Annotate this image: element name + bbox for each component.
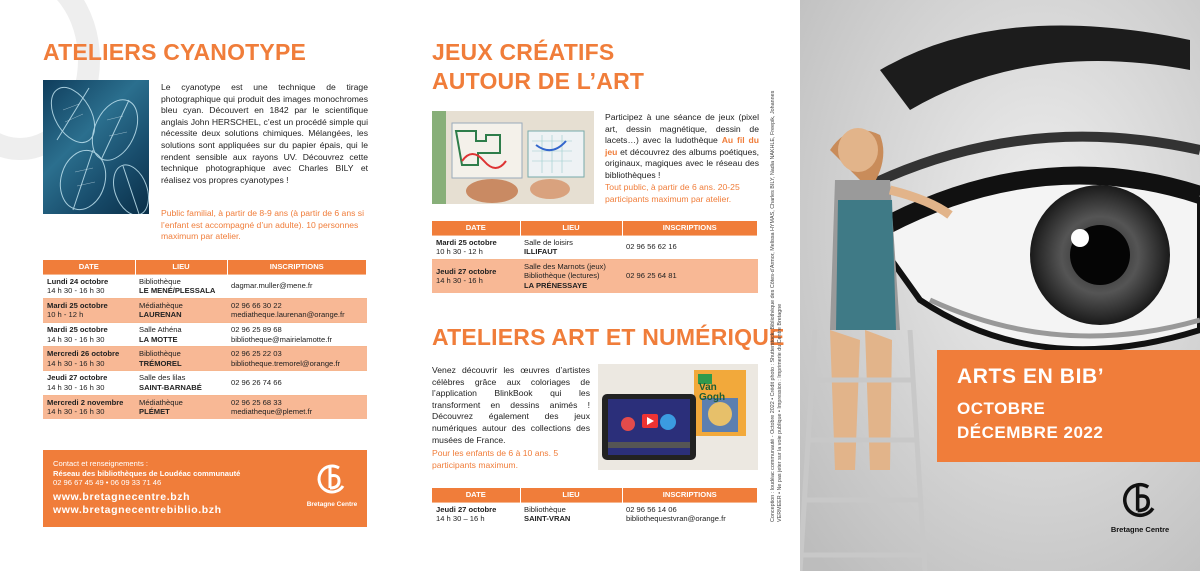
network-name: Réseau des bibliothèques de Loudéac communauté — [53, 468, 241, 478]
header-place: LIEU — [520, 488, 622, 502]
date-cell — [43, 371, 135, 395]
date-cell — [43, 347, 135, 371]
registration-cell-line: 02 96 56 62 16 — [626, 242, 677, 252]
cover-title-banner — [937, 350, 1200, 462]
logo-text: Bretagne Centre — [306, 501, 358, 508]
registration-cell-line: bibliotheque.tremorel@orange.fr — [231, 358, 341, 368]
numerique-title: ATELIERS ART ET NUMÉRIQUE — [432, 324, 785, 350]
registration-cell-line: 02 96 26 74 66 — [231, 378, 282, 388]
numerique-tablet-photo — [598, 364, 758, 470]
bretagne-centre-logo — [305, 462, 359, 518]
date-cell-line: Mardi 25 octobre — [47, 324, 108, 334]
numerique-schedule-table — [432, 488, 758, 526]
place-cell-line: Médiathèque — [139, 300, 183, 310]
registration-cell-line: mediatheque@plemet.fr — [231, 407, 313, 417]
place-cell — [135, 322, 227, 346]
place-cell-line: LA PRÉNESSAYE — [524, 280, 588, 290]
contact-footer — [43, 450, 367, 527]
place-cell-line: Bibliothèque — [139, 276, 181, 286]
cyanotype-schedule-table — [43, 260, 367, 419]
book-label-2: Gogh — [699, 392, 726, 403]
registration-cell — [622, 502, 758, 526]
cyanotype-audience-note: Public familial, à partir de 8-9 ans (à partir de 6 ans si l’enfant est accompagné d’un adulte). 10 personnes maximum par atelier. — [161, 208, 365, 242]
date-cell-line: Mardi 25 octobre — [47, 300, 108, 310]
registration-cell-line: 02 96 25 64 81 — [626, 271, 677, 281]
header-place: LIEU — [135, 260, 227, 274]
place-cell-line: Salle Athéna — [139, 324, 182, 334]
place-cell-line: SAINT-VRAN — [524, 514, 571, 524]
table-row — [43, 395, 367, 419]
registration-cell — [227, 322, 367, 346]
credits-text: Conception : loudéac communauté - Octobre 2022 • Crédit photo : Shutterstock, Bibliothèque des Côtes-d’Armor, Melissa HYMAS, Charles BILY, Nadia NAKHLE, Freepik, Johannes VERMEER • Ne pas jeter sur la voie publique • Impression : Imprimerie du Centre Bretagne — [770, 90, 783, 522]
date-cell — [43, 395, 135, 419]
registration-cell — [227, 371, 367, 395]
registration-cell-line: mediatheque.laurenan@orange.fr — [231, 310, 345, 320]
table-row — [43, 274, 367, 298]
place-cell-line: Salle de loisirs — [524, 237, 573, 247]
registration-cell-line: 02 96 25 68 33 — [231, 397, 282, 407]
date-cell — [432, 502, 520, 526]
place-cell-line: LE MENÉ/PLESSALA — [139, 286, 216, 296]
header-place: LIEU — [520, 221, 622, 235]
place-cell — [135, 395, 227, 419]
jeux-audience-note: Tout public, à partir de 6 ans. 20-25 participants maximum par atelier. — [605, 182, 740, 204]
jeux-partner-name: Au fil du jeu — [605, 135, 759, 157]
registration-cell-line: 02 96 66 30 22 — [231, 300, 282, 310]
registration-cell — [227, 274, 367, 298]
jeux-title-line1: JEUX CRÉATIFS — [432, 39, 615, 65]
date-cell-line: 14 h 30 - 16 h 30 — [47, 334, 105, 344]
place-cell-line: Bibliothèque — [524, 504, 566, 514]
place-cell-line: TRÉMOREL — [139, 358, 182, 368]
cover-logo-icon — [1120, 480, 1160, 520]
place-cell-line: Bibliothèque — [139, 349, 181, 359]
place-cell-line: LAURENAN — [139, 310, 182, 320]
place-cell-line: PLÉMET — [139, 407, 170, 417]
date-cell-line: 14 h 30 - 16 h 30 — [47, 382, 105, 392]
date-cell-line: Jeudi 27 octobre — [436, 504, 497, 514]
contact-label: Contact et renseignements : — [53, 459, 148, 468]
website-link-1[interactable]: www.bretagnecentre.bzh — [53, 490, 191, 503]
date-cell-line: Mercredi 26 octobre — [47, 349, 120, 359]
bretagne-centre-logo-icon — [315, 462, 349, 496]
place-cell-line: Médiathèque — [139, 397, 183, 407]
table-row — [432, 502, 758, 526]
cyanotype-leaves-photo — [43, 80, 149, 214]
header-registration: INSCRIPTIONS — [227, 260, 367, 274]
table-row — [43, 298, 367, 322]
date-cell-line: Jeudi 27 octobre — [436, 266, 497, 276]
book-label-1: Van — [699, 382, 717, 393]
jeux-title-line2: AUTOUR DE L’ART — [432, 68, 645, 94]
date-cell-line: 14 h 30 - 16 h 30 — [47, 407, 105, 417]
jeux-desc-b: et découvrez des albums poétiques, originaux, magiques avec le réseau des bibliothèques ! — [605, 146, 759, 180]
date-cell-line: 14 h 30 - 16 h — [436, 276, 483, 286]
registration-cell — [227, 298, 367, 322]
date-cell-line: 10 h 30 - 12 h — [436, 247, 483, 257]
numerique-audience-note: Pour les enfants de 6 à 10 ans. 5 participants maximum. — [432, 448, 559, 470]
place-cell-line: ILLIFAUT — [524, 247, 558, 257]
date-cell-line: 14 h 30 - 16 h 30 — [47, 358, 105, 368]
header-date: DATE — [432, 488, 520, 502]
date-cell — [43, 274, 135, 298]
registration-cell — [227, 347, 367, 371]
book-title-van-gogh — [699, 383, 725, 403]
cover-logo-text: Bretagne Centre — [1110, 525, 1170, 534]
website-link-2[interactable]: www.bretagnecentrebiblio.bzh — [53, 503, 222, 516]
date-cell-line: Lundi 24 octobre — [47, 276, 109, 286]
table-row — [43, 347, 367, 371]
registration-cell-line: dagmar.muller@mene.fr — [231, 281, 313, 291]
date-cell — [43, 298, 135, 322]
header-date: DATE — [43, 260, 135, 274]
header-registration: INSCRIPTIONS — [622, 221, 758, 235]
jeux-desc-a: Participez à une séance de jeux (pixel art, dessin magnétique, dessin de lacets…) avec la ludothèque — [605, 112, 759, 146]
place-cell — [135, 371, 227, 395]
place-cell-line: Salle des lilas — [139, 373, 186, 383]
cover-title: ARTS EN BIB’ — [957, 365, 1105, 388]
registration-cell-line: 02 96 25 89 68 — [231, 324, 282, 334]
cover-dates-line1: OCTOBRE — [957, 399, 1046, 418]
numerique-description: Venez découvrir les œuvres d’artistes célèbres grâce aux coloriages de l’application BlinkBook qui les transforment en dessins animés ! Découvrez également des jeux numériques autour des collections des musées de France. — [432, 365, 590, 445]
place-cell-line: Bibliothèque (lectures) — [524, 271, 600, 281]
cyanotype-description: Le cyanotype est une technique de tirage photographique qui produit des images monochromes bleu cyan. Découvert en 1842 par le scientifique anglais John HERSCHEL, c’est un procédé simple qui nécessite deux solutions chimiques. Mélangées, les solutions sont appliquées sur du papier épais, qui le rendent sensible aux rayons UV. Découvrez cette technique photographique avec Charles BILY et réalisez vos propres cyanotypes ! — [161, 82, 368, 185]
registration-cell-line: bibliotheque@mairielamotte.fr — [231, 334, 332, 344]
registration-cell-line: 02 96 25 22 03 — [231, 349, 282, 359]
place-cell-line: Salle des Marnots (jeux) — [524, 261, 606, 271]
place-cell — [135, 298, 227, 322]
cover-dates-line2: DÉCEMBRE 2022 — [957, 423, 1104, 442]
table-row — [43, 371, 367, 395]
place-cell — [135, 347, 227, 371]
header-registration: INSCRIPTIONS — [622, 488, 758, 502]
registration-cell — [227, 395, 367, 419]
table-row — [43, 322, 367, 346]
date-cell-line: 14 h 30 - 16 h 30 — [47, 286, 105, 296]
place-cell-line: SAINT-BARNABÉ — [139, 382, 202, 392]
date-cell-line: Mardi 25 octobre — [436, 237, 497, 247]
registration-cell-line: 02 96 56 14 06 — [626, 504, 677, 514]
header-date: DATE — [432, 221, 520, 235]
date-cell — [43, 322, 135, 346]
date-cell-line: 14 h 30 – 16 h — [436, 514, 485, 524]
date-cell-line: Jeudi 27 octobre — [47, 373, 108, 383]
date-cell-line: 10 h - 12 h — [47, 310, 84, 320]
place-cell — [520, 502, 622, 526]
cyanotype-title: ATELIERS CYANOTYPE — [43, 39, 307, 65]
cover-logo — [1105, 480, 1175, 540]
place-cell-line: LA MOTTE — [139, 334, 178, 344]
registration-cell-line: bibliothequestvran@orange.fr — [626, 514, 726, 524]
contact-phones: 02 96 67 45 49 • 06 09 33 71 46 — [53, 478, 162, 488]
date-cell-line: Mercredi 2 novembre — [47, 397, 124, 407]
place-cell — [135, 274, 227, 298]
